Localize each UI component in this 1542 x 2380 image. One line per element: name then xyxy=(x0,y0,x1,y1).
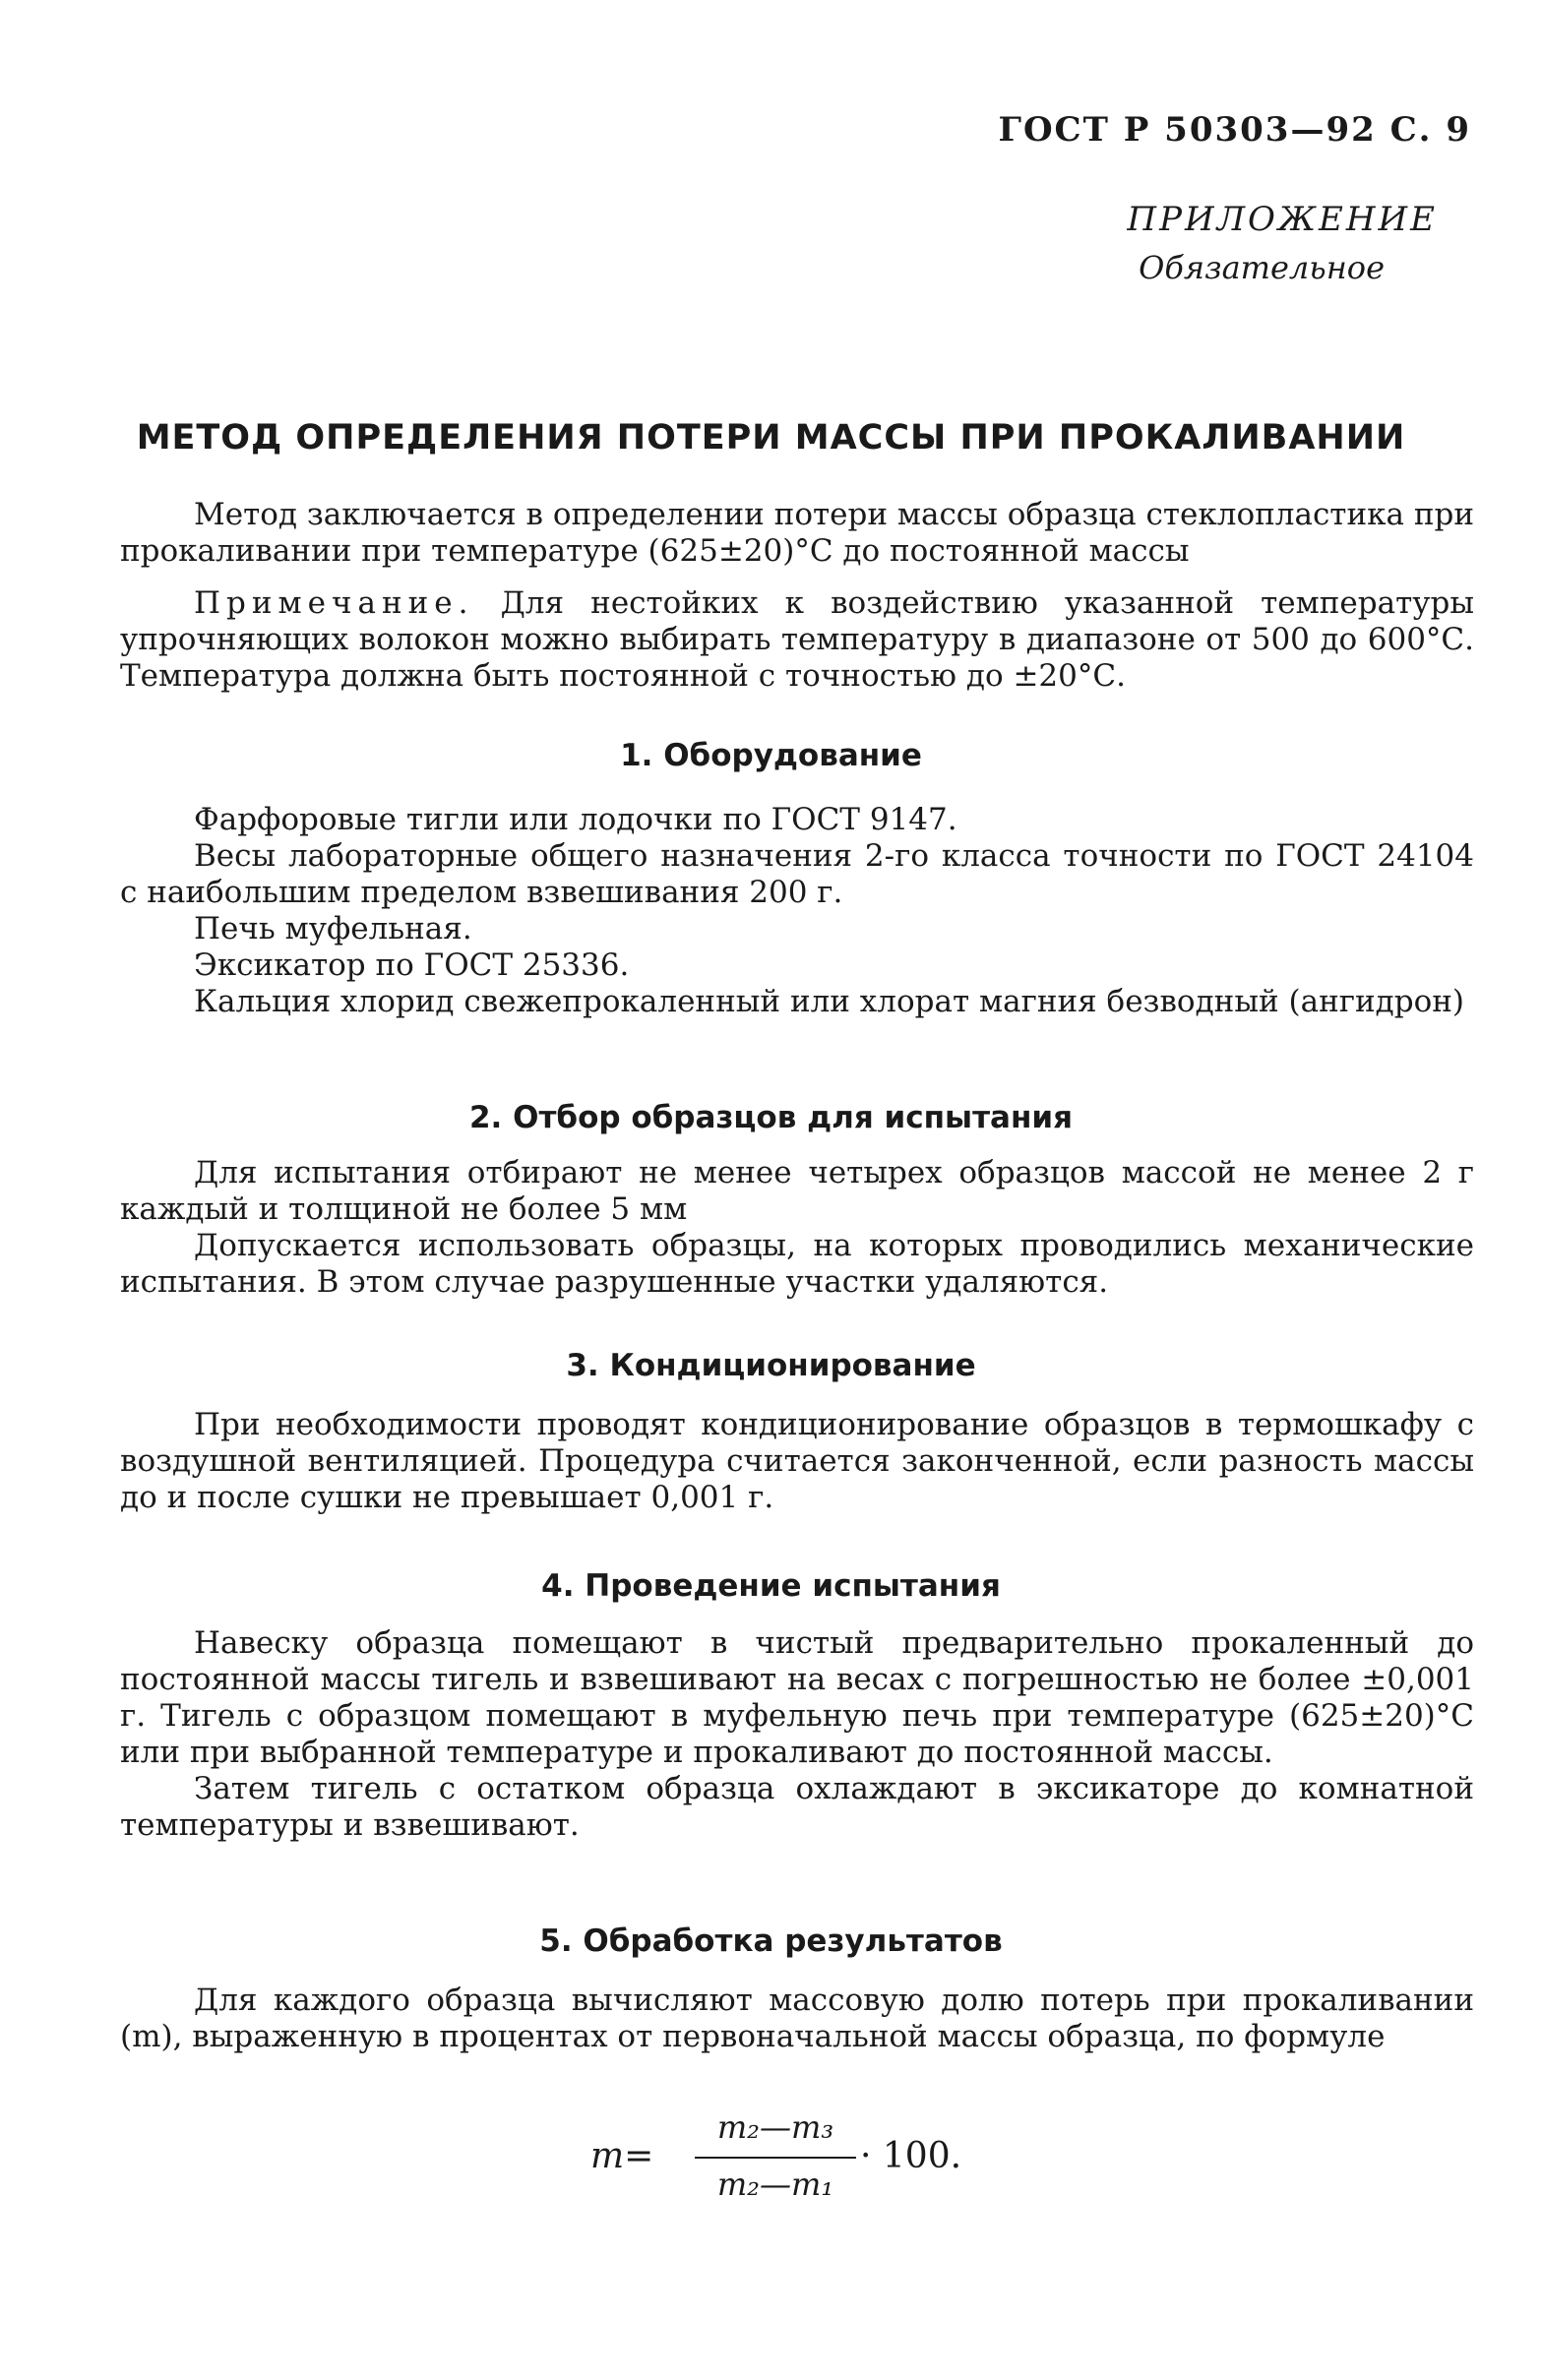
appendix-subtitle: Обязательное xyxy=(1139,249,1385,286)
section-title-sampling: 2. Отбор образцов для испытания xyxy=(468,1100,1074,1135)
main-title: МЕТОД ОПРЕДЕЛЕНИЯ ПОТЕРИ МАССЫ ПРИ ПРОКАЛИВАНИИ xyxy=(136,418,1406,458)
formula-lhs: m= xyxy=(590,2136,654,2176)
formula-denominator: m₂—m₁ xyxy=(716,2166,834,2203)
fraction-bar xyxy=(695,2157,856,2159)
conditioning-paragraph: При необходимости проводят кондиционирование образцов в термошкафу с воздушной вентиляцией. Процедура считается законченной, если разность массы до и после сушки не превышает 0,001 г. xyxy=(120,1407,1474,1515)
section-title-testing: 4. Проведение испытания xyxy=(541,1568,1001,1604)
testing-paragraph: Затем тигель с остатком образца охлаждают в эксикаторе до комнатной температуры и взвешивают. xyxy=(120,1771,1474,1843)
formula-rhs: · 100. xyxy=(860,2136,962,2176)
formula-numerator: m₂—m₃ xyxy=(716,2108,834,2146)
page-header: ГОСТ Р 50303—92 С. 9 xyxy=(998,110,1471,150)
equipment-item: Эксикатор по ГОСТ 25336. xyxy=(194,947,630,983)
section-body-testing xyxy=(120,1625,1474,1844)
equipment-item: Фарфоровые тигли или лодочки по ГОСТ 9147. xyxy=(194,802,957,837)
note-paragraph xyxy=(120,585,1474,695)
note-label: Примечание. xyxy=(194,585,474,621)
formula xyxy=(590,2108,1004,2217)
section-body-results xyxy=(120,1983,1474,2055)
section-body-sampling xyxy=(120,1155,1474,1301)
note-block xyxy=(120,585,1474,695)
sampling-paragraph: Допускается использовать образцы, на которых проводились механические испытания. В этом случае разрушенные участки удаляются. xyxy=(120,1228,1474,1300)
appendix-title: ПРИЛОЖЕНИЕ xyxy=(1127,200,1438,239)
section-body-conditioning xyxy=(120,1407,1474,1516)
section-body-equipment xyxy=(120,802,1474,1020)
sampling-paragraph: Для испытания отбирают не менее четырех образцов массой не менее 2 г каждый и толщиной не более 5 мм xyxy=(120,1155,1474,1227)
section-title-conditioning: 3. Кондиционирование xyxy=(566,1348,976,1383)
equipment-item: Весы лабораторные общего назначения 2-го класса точности по ГОСТ 24104 с наибольшим пределом взвешивания 200 г. xyxy=(120,838,1474,910)
intro-block xyxy=(120,497,1474,570)
testing-paragraph: Навеску образца помещают в чистый предварительно прокаленный до постоянной массы тигель и взвешивают на весах с погрешностью не более ±0,001 г. Тигель с образцом помещают в муфельную печь при температуре (625±20)°С или при выбранной температуре и прокаливают до постоянной массы. xyxy=(120,1625,1474,1770)
section-title-results: 5. Обработка результатов xyxy=(539,1923,1003,1959)
equipment-item: Печь муфельная. xyxy=(194,911,472,946)
note-text: Для нестойких к воздействию указанной температуры упрочняющих волокон можно выбирать температуру в диапазоне от 500 до 600°С. Температура должна быть постоянной с точностью до ±20°С. xyxy=(120,585,1474,694)
intro-paragraph: Метод заключается в определении потери массы образца стеклопластика при прокаливании при температуре (625±20)°С до постоянной массы xyxy=(120,497,1475,569)
results-paragraph: Для каждого образца вычисляют массовую долю потерь при прокаливании (m), выраженную в процентах от первоначальной массы образца, по формуле xyxy=(120,1983,1474,2054)
equipment-item: Кальция хлорид свежепрокаленный или хлорат магния безводный (ангидрон) xyxy=(194,984,1465,1019)
section-title-equipment: 1. Оборудование xyxy=(620,738,922,773)
